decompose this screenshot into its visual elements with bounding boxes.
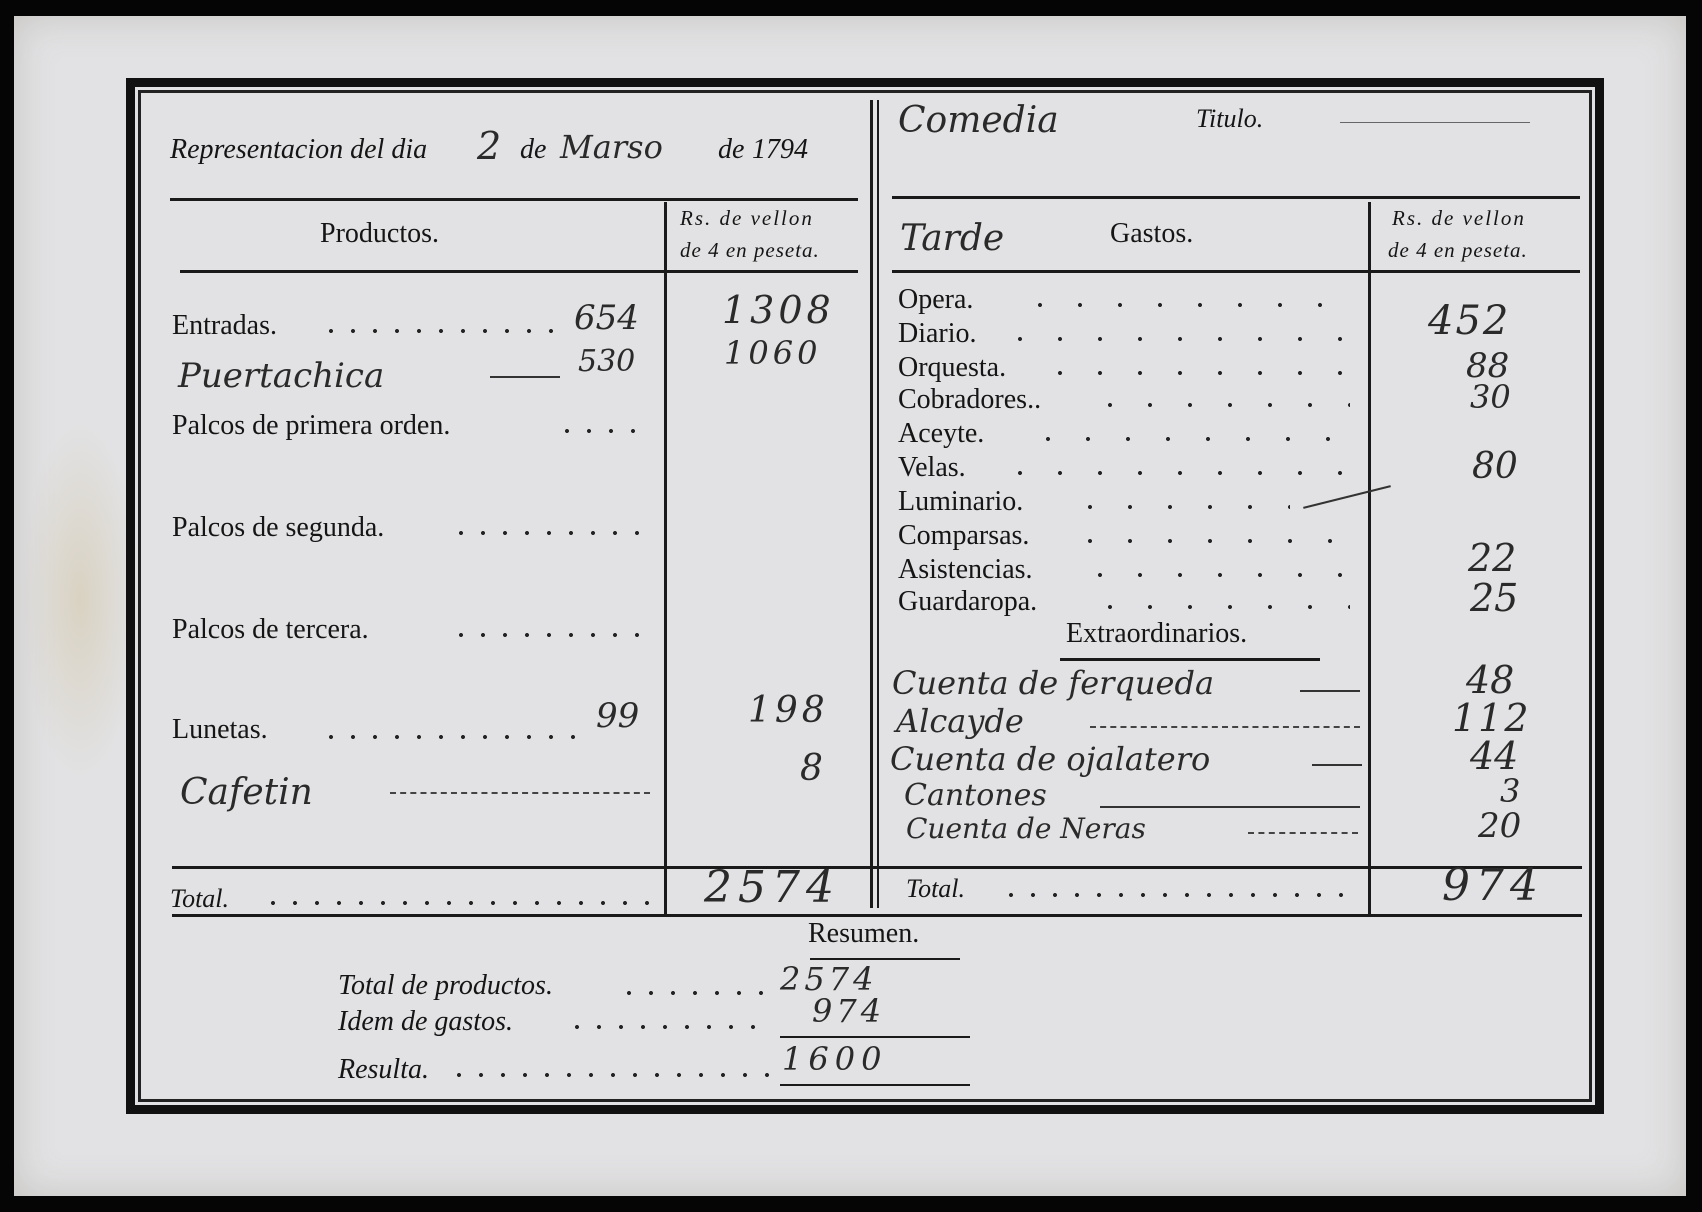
resumen-bottom-rule	[780, 1084, 970, 1086]
productos-row-label: Cafetin	[180, 772, 313, 813]
gastos-row-label: Cobradores..	[898, 384, 1042, 415]
gastos-row-label: Orquesta.	[898, 352, 1007, 383]
extra-row-label: Cuenta de ferqueda	[892, 664, 1215, 702]
gastos-row-label: Comparsas.	[898, 520, 1030, 551]
leader-dots	[320, 734, 584, 740]
gastos-row-amount: 25	[1470, 576, 1519, 620]
resumen-row-label: Total de productos.	[338, 970, 553, 1001]
gastos-row-label: Diario.	[898, 318, 977, 349]
leader-dots	[448, 1072, 778, 1078]
extra-row-label: Cantones	[904, 778, 1047, 813]
productos-row-label: Palcos de segunda.	[172, 512, 385, 543]
title-value: Comedia	[898, 100, 1059, 141]
gastos-row-label: Asistencias.	[898, 554, 1033, 585]
extra-row-amount: 20	[1478, 806, 1522, 846]
extra-heading-rule	[1060, 658, 1320, 661]
leader-dots	[1070, 538, 1350, 544]
gastos-currency-line2: de 4 en peseta.	[1388, 238, 1528, 262]
productos-currency-line2: de 4 en peseta.	[680, 238, 820, 262]
leader-dots	[1028, 436, 1350, 442]
center-divider	[870, 100, 873, 908]
extra-row-label: Cuenta de Neras	[906, 812, 1146, 845]
productos-row-label: Entradas.	[172, 310, 277, 341]
leader-dots	[1040, 370, 1350, 376]
leader-dots	[618, 990, 778, 996]
resumen-row-value: 974	[812, 992, 886, 1030]
gastos-row-amount: 22	[1468, 536, 1517, 580]
leader-dots	[262, 900, 652, 906]
leader-dots	[1000, 336, 1350, 342]
productos-row-amount: 1308	[722, 288, 835, 332]
gastos-heading: Gastos.	[1110, 218, 1194, 249]
right-header-rule	[892, 196, 1580, 199]
productos-heading: Productos.	[320, 218, 439, 249]
gastos-row-amount: 80	[1472, 446, 1518, 487]
left-subheader-rule	[180, 270, 858, 273]
gastos-total-value: 974	[1442, 860, 1544, 911]
handwritten-dash	[1100, 806, 1360, 808]
resumen-row-label: Idem de gastos.	[338, 1006, 513, 1037]
totals-top-rule	[172, 866, 1582, 869]
extra-row-label: Cuenta de ojalatero	[890, 740, 1211, 778]
year-value: 1794	[752, 134, 808, 165]
productos-currency-line1: Rs. de vellon	[680, 206, 814, 230]
leader-dots	[1080, 572, 1350, 578]
leader-dots	[320, 328, 560, 334]
leader-dots	[1020, 302, 1350, 308]
extra-heading: Extraordinarios.	[1066, 618, 1248, 649]
titulo-label: Titulo.	[1196, 104, 1264, 133]
gastos-amount-divider	[1368, 202, 1371, 914]
handwritten-dash	[1312, 764, 1362, 766]
gastos-row-amount: 452	[1428, 298, 1511, 344]
handwritten-dash	[1090, 726, 1360, 728]
productos-row-amount: 198	[748, 690, 829, 731]
title-line	[1340, 122, 1530, 123]
productos-total-label: Total.	[170, 884, 230, 913]
leader-dots	[1090, 604, 1350, 610]
de-label-1: de	[520, 134, 547, 165]
productos-row-label: Puertachica	[178, 356, 385, 396]
extra-row-amount: 48	[1466, 658, 1515, 702]
center-divider-2	[877, 100, 879, 908]
leader-dots	[1070, 504, 1290, 510]
resumen-row-label: Resulta.	[338, 1054, 429, 1085]
productos-row-count: 99	[596, 696, 640, 736]
totals-bottom-rule	[172, 914, 1582, 917]
left-header-rule	[170, 198, 858, 201]
gastos-row-label: Opera.	[898, 284, 974, 315]
gastos-row-label: Guardaropa.	[898, 586, 1038, 617]
leader-dots	[1090, 402, 1350, 408]
resumen-heading: Resumen.	[808, 918, 920, 949]
month-value: Marso	[560, 128, 663, 166]
gastos-row-amount: 88	[1466, 346, 1510, 386]
handwritten-dash	[1248, 832, 1358, 834]
gastos-row-label: Aceyte.	[898, 418, 985, 449]
session-value: Tarde	[900, 218, 1005, 259]
productos-row-label: Lunetas.	[172, 714, 268, 745]
resumen-sub-rule	[780, 1036, 970, 1038]
de-label-2: de	[718, 134, 745, 165]
leader-dots	[450, 530, 646, 536]
extra-row-amount: 3	[1500, 772, 1521, 810]
extra-row-amount: 112	[1452, 696, 1531, 740]
resumen-row-value: 2574	[780, 960, 878, 998]
day-value: 2	[477, 124, 502, 168]
leader-dots	[1000, 892, 1350, 898]
representacion-label: Representacion del dia	[170, 134, 428, 165]
productos-row-count: 654	[574, 298, 639, 338]
gastos-currency-line1: Rs. de vellon	[1392, 206, 1526, 230]
right-subheader-rule	[892, 270, 1580, 273]
productos-row-label: Palcos de primera orden.	[172, 410, 451, 441]
leader-dots	[566, 1024, 766, 1030]
handwritten-dash	[390, 792, 650, 794]
productos-row-amount: 1060	[724, 334, 822, 372]
handwritten-dash	[490, 376, 560, 378]
productos-row-count: 530	[578, 344, 636, 379]
productos-row-amount: 8	[800, 748, 823, 789]
gastos-total-label: Total.	[906, 874, 966, 903]
extra-row-label: Alcayde	[896, 702, 1024, 740]
handwritten-dash	[1300, 690, 1360, 692]
extra-row-amount: 44	[1470, 734, 1519, 778]
productos-total-value: 2574	[704, 862, 840, 913]
productos-row-label: Palcos de tercera.	[172, 614, 369, 645]
gastos-row-amount: 30	[1470, 378, 1511, 416]
leader-dots	[1000, 470, 1350, 476]
productos-amount-divider	[664, 202, 667, 914]
leader-dots	[450, 632, 646, 638]
leader-dots	[556, 428, 646, 434]
paper-stain	[20, 420, 140, 780]
gastos-row-label: Velas.	[898, 452, 966, 483]
gastos-row-label: Luminario.	[898, 486, 1024, 517]
resumen-row-value: 1600	[782, 1040, 888, 1078]
